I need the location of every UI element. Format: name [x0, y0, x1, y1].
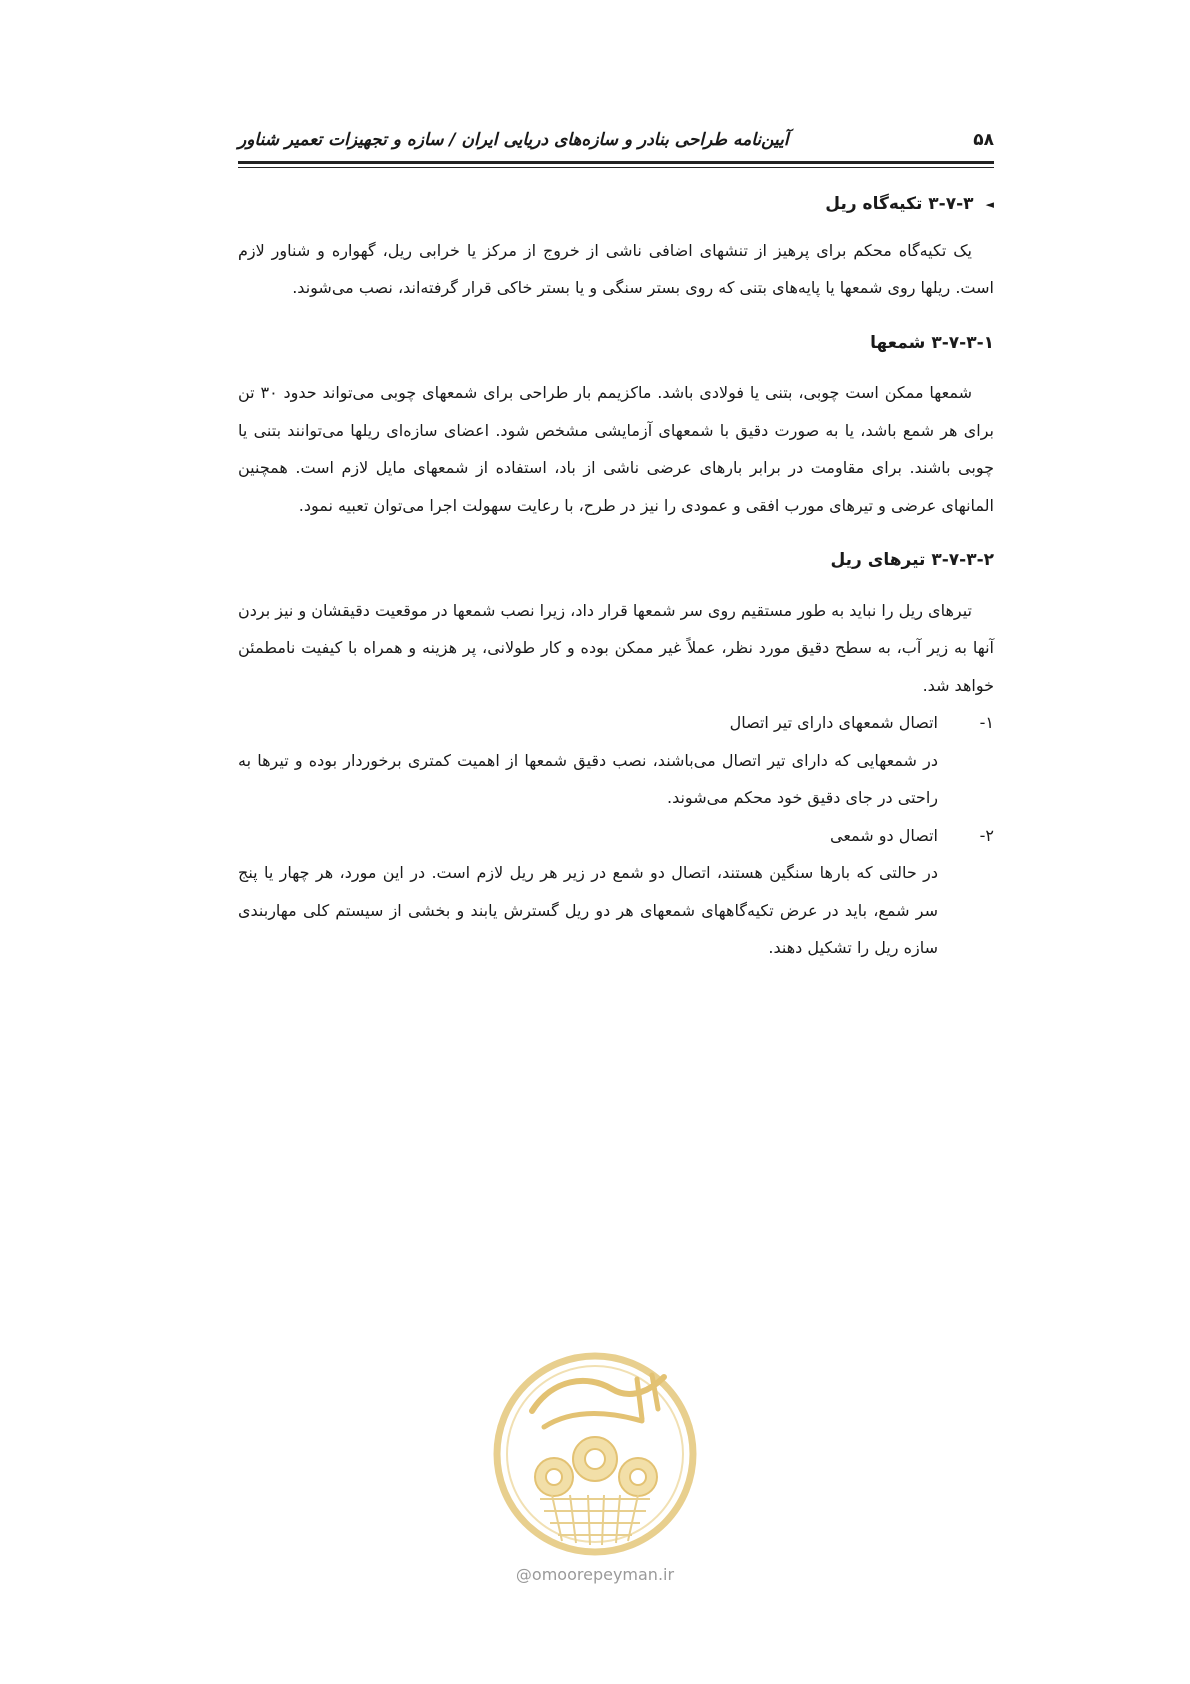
section-marker-icon: ◄: [985, 198, 994, 211]
list-item-1-number: ۱-: [979, 713, 994, 732]
page-header: [238, 126, 994, 160]
page-number: ۵۸: [973, 130, 994, 150]
subsection-1-heading: ۳-۷-۳-۱ شمعها: [870, 332, 994, 353]
running-title: آیین‌نامه طراحی بنادر و سازه‌های دریایی ایران / سازه و تجهیزات تعمیر شناور: [238, 130, 789, 150]
header-rule-thin: [238, 167, 994, 168]
list-item-2-number: ۲-: [979, 825, 994, 845]
subsection-2-paragraph: تیرهای ریل را نباید به طور مستقیم روی سر شمعها قرار داد، زیرا نصب شمعها در موقعیت دقیقشان و نیز بردن آنها به زیر آب، به سطح دقیق مورد نظر، عملاً غیر ممکن بوده و کار طولانی، پر هزینه و همراه با کیفیت نامطمئن خواهد شد.: [238, 600, 994, 695]
watermark-url: @omoorepeyman.ir: [515, 1565, 675, 1584]
subsection-1-paragraph: شمعها ممکن است چوبی، بتنی یا فولادی باشد. ماکزیمم بار طراحی برای شمعهای چوبی می‌تواند حدود ۳۰ تن برای هر شمع باشد، یا به صورت دقیق با شمعهای آزمایشی مشخص شود. اعضای سازه‌ای ریلها می‌توانند بتنی یا چوبی باشند. برای مقاومت در برابر بارهای عرضی ناشی از باد، استفاده از شمعهای مایل لازم است. همچنین المانهای عرضی و تیرهای مورب افقی و عمودی را نیز در طرح، با رعایت سهولت اجرا می‌توان تعبیه نمود.: [238, 383, 994, 515]
list-item-2-text: در حالتی که بارها سنگین هستند، اتصال دو شمع در زیر هر ریل لازم است. در این مورد، هر چهار یا پنج سر شمع، باید در عرض تکیه‌گاههای شمعهای هر دو ریل گسترش یابند و بخشی از سیستم کلی مهاربندی سازه ریل را تشکیل دهند.: [238, 863, 938, 957]
list-item-2: [238, 817, 994, 855]
list-item-1-text: در شمعهایی که دارای تیر اتصال می‌باشند، نصب دقیق شمعها از اهمیت کمتری برخوردار بوده و تیرها به راحتی در جای دقیق خود محکم می‌شوند.: [238, 750, 938, 807]
watermark-logo: [492, 1349, 698, 1559]
header-rule-thick: [238, 161, 994, 164]
page-content: [238, 186, 994, 967]
section-title: ۳-۷-۳ تکیه‌گاه ریل: [825, 194, 974, 214]
list-item-1: [238, 704, 994, 742]
list-item-1-label: اتصال شمعهای دارای تیر اتصال: [729, 713, 938, 732]
section-intro-paragraph: یک تکیه‌گاه محکم برای پرهیز از تنشهای اضافی ناشی از خروج از مرکز یا خرابی ریل، گهواره و شناور لازم است. ریلها روی شمعها یا پایه‌های بتنی که روی بستر سنگی و یا بستر خاکی قرار گرفته‌اند، نصب می‌شوند.: [238, 240, 994, 297]
section-heading: [238, 186, 994, 224]
subsection-2-heading: ۳-۷-۳-۲ تیرهای ریل: [830, 550, 994, 570]
list-item-2-label: اتصال دو شمعی: [829, 825, 938, 845]
